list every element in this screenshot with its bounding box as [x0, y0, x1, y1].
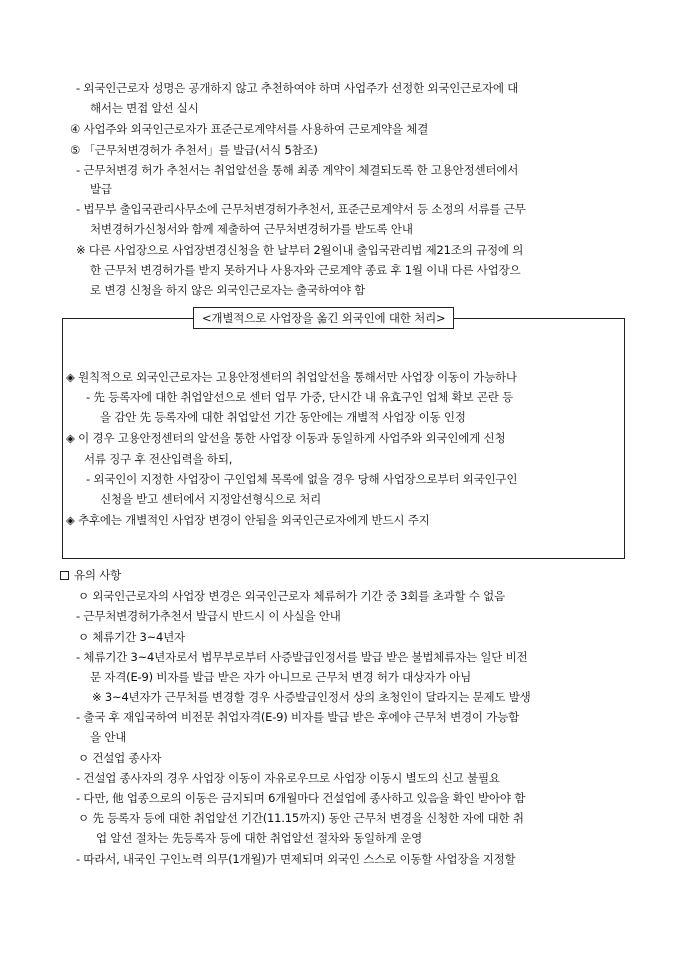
- box-line: ◈ 원칙적으로 외국인근로자는 고용안정센터의 취업알선을 통해서만 사업장 이동이 가능하나: [66, 370, 517, 384]
- text-line: 한 근무처 변경허가를 받지 못하거나 사용자와 근로계약 종료 후 1월 이내 다른 사업장으: [90, 263, 521, 277]
- text-line: 해서는 면접 알선 실시: [90, 101, 199, 115]
- text-line: - 외국인근로자 성명은 공개하지 않고 추천하여야 하며 사업주가 선정한 외국인근로자에 대: [76, 81, 519, 95]
- note-line: - 다만, 他 업종으로의 이동은 금지되며 6개월마다 건설업에 종사하고 있음을 확인 받아야 함: [76, 791, 526, 805]
- note-line: ㅇ 외국인근로자의 사업장 변경은 외국인근로자 체류허가 기간 중 3회를 초과할 수 없음: [78, 589, 505, 603]
- note-line: 을 안내: [90, 730, 127, 744]
- box-line: - 先 등록자에 대한 취업알선으로 센터 업무 가중, 단시간 내 유효구인 업체 확보 곤란 등: [86, 390, 514, 404]
- text-line: 발급: [90, 182, 112, 196]
- box-line: 서류 징구 후 전산입력을 하되,: [84, 452, 233, 466]
- square-bullet-icon: [60, 571, 69, 580]
- note-line: ㅇ 건설업 종사자: [78, 751, 162, 765]
- note-line: ※ 3~4년자가 근무처를 변경할 경우 사증발급인정서 상의 초청인이 달라지는 문제도 발생: [92, 690, 531, 704]
- text-line: ④ 사업주와 외국인근로자가 표준근로계약서를 사용하여 근로계약을 체결: [70, 122, 429, 136]
- text-line: ※ 다른 사업장으로 사업장변경신청을 한 날부터 2월이내 출입국관리법 제21조의 규정에 의: [76, 243, 524, 257]
- note-line: ㅇ 체류기간 3~4년자: [78, 630, 185, 644]
- text-line: - 근무처변경 허가 추천서는 취업알선을 통해 최종 계약이 체결되도록 한 고용안정센터에서: [76, 163, 519, 177]
- note-line: 문 자격(E-9) 비자를 발급 받은 자가 아니므로 근무처 변경 허가 대상자가 아님: [90, 670, 472, 684]
- note-line: - 근무처변경허가추천서 발급시 반드시 이 사실을 안내: [76, 609, 341, 623]
- text-line: 로 변경 신청을 하지 않은 외국인근로자는 출국하여야 함: [90, 283, 366, 297]
- note-line: - 따라서, 내국인 구인노력 의무(1개월)가 면제되며 외국인 스스로 이동할 사업장을 지정할: [76, 852, 516, 866]
- box-line: - 외국인이 지정한 사업장이 구인업체 목록에 없을 경우 당해 사업장으로부터 외국인구인: [86, 472, 518, 486]
- box-line: 신청을 받고 센터에서 지정알선형식으로 처리: [100, 492, 322, 506]
- note-line: - 출국 후 재입국하여 비전문 취업자격(E-9) 비자를 발급 받은 후에야 근무처 변경이 가능함: [76, 710, 520, 724]
- text-line: - 법무부 출입국관리사무소에 근무처변경허가추천서, 표준근로계약서 등 소정의 서류를 근무: [76, 202, 526, 216]
- text-line: 처변경허가신청서와 함께 제출하여 근무처변경허가를 받도록 안내: [90, 222, 413, 236]
- notes-heading: 유의 사항: [74, 568, 122, 582]
- box-line: ◈ 추후에는 개별적인 사업장 변경이 안됨을 외국인근로자에게 반드시 주지: [66, 513, 430, 527]
- box-line: 을 감안 先 등록자에 대한 취업알선 기간 동안에는 개별적 사업장 이동 인정: [100, 410, 466, 424]
- info-box-title: <개별적으로 사업장을 옮긴 외국인에 대한 처리>: [193, 307, 454, 329]
- note-line: - 체류기간 3~4년자로서 법무부로부터 사증발급인정서를 발급 받은 불법체류자는 일단 비전: [76, 650, 528, 664]
- note-line: - 건설업 종사자의 경우 사업장 이동이 자유로우므로 사업장 이동시 별도의 신고 불필요: [76, 771, 500, 785]
- text-line: ⑤ 「근무처변경허가 추천서」를 발급(서식 5참조): [70, 143, 318, 157]
- box-line: ◈ 이 경우 고용안정센터의 알선을 통한 사업장 이동과 동일하게 사업주와 외국인에게 신청: [66, 431, 506, 445]
- note-line: 업 알선 절차는 先등록자 등에 대한 취업알선 절차와 동일하게 운영: [96, 831, 423, 845]
- note-line: ㅇ 先 등록자 등에 대한 취업알선 기간(11.15까지) 동안 근무처 변경을 신청한 자에 대한 취: [78, 811, 524, 825]
